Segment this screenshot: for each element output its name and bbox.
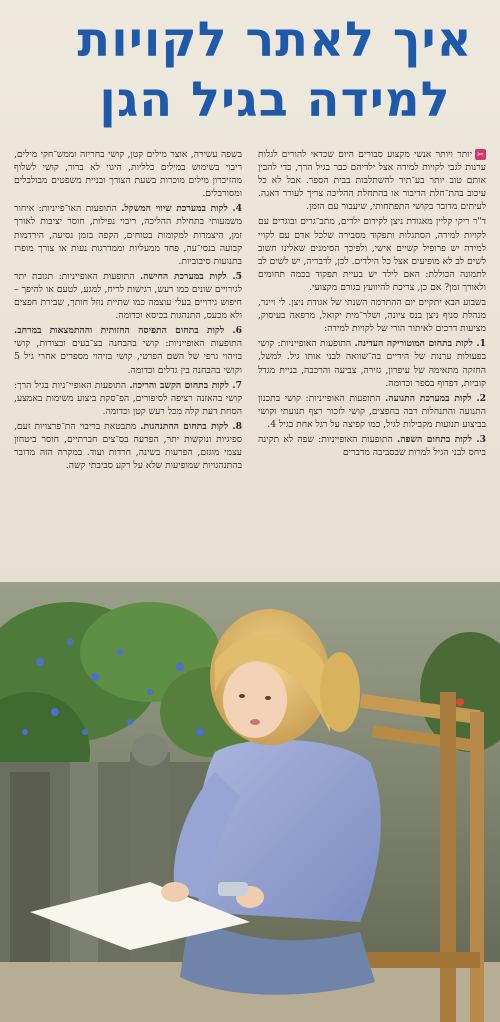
list-item: 6. לקות בתחום התפיסה החזותית וההתמצאות במרחב. התופעות האופייניות: קושי בהבחנה בצ־בעים ובצורות, קושי בזיהוי גרפי של השם הפרטי, קושי בזיהוי מספרים אחרי גיל 5 וקושי בהבחנה בין גדלים וכדומה. bbox=[14, 325, 242, 376]
paragraph: ד"ר ריקי קליין מאגודת ניצן לקידום ילדים, מתב־גרים ובוגרים עם לקויות למידה, הסתגלות ותפקוד מסבירה שלכל אדם עם לקויי למידה יש פרופיל קשיים אישי, ולפיכך הסימנים שאלינו חשוב לשים לב לא מופיעים אצל כל הילדים. לכן, לדבריה, יש לשים לב לתמונה הכוללת: האם לילד יש בעיית תפקוד בכמה תחומים ולאורך זמן? אם כן, צריכת להיוועץ בגורם מקצועי. bbox=[258, 216, 486, 293]
text-column-left bbox=[14, 148, 242, 580]
paragraph: בשבוע הבא יתקיים יום ההתרמה השנתי של אגודת ניצן. לי ויינר, מנהלת סניף ניצן בנס ציונה, ושלר־מית יקואל, מרפאה בעיסוק, מציעות דרכים לאיתור הורי של לקויות למידה: bbox=[258, 297, 486, 335]
intro-paragraph: ✂יותר ויותר אנשי מקצוע סבורים היום שכדאי להורים לגלות ערנות לגבי לקויות למידה אצל ילדיהם כבר בגיל הרך, כדי להבין אותם טוב יותר בע־תיד להשתלבות בבית הספר. אבל לא כל עיכוב בהת־חלת הדיבור או בהתחלת ההליכה צריך לעורר דאגה. לעיתים מדובר בקושי התפתחותי, שיעבור עם הזמן. bbox=[258, 149, 486, 213]
article-body bbox=[14, 148, 486, 580]
list-item: 4. לקות במערכת שיווי המשקל. התופעות האו־פייניות: איחור משמעותי בתחילת ההליכה, ריבוי נפילות, חוסר יציבות לאורך זמן, היצמדות למקומות בטוחים, הקפה בזמן נסיעה, הירדמות קבועה בנסי־עה, פחד ממעליות וממדרגות נעות או צורך מופרז בתנועות סיבוביות. bbox=[14, 203, 242, 267]
list-item: 7. לקות בתחום הקשב והריכוז. התופעות האופיי־ניות בגיל הרך: קושי בהאזנה רציפה לסיפורים, הפ־סקת ביצוע משימות באמצע, הסחת דעת קלה מכל רעש קטן וכדומה. bbox=[14, 379, 242, 417]
list-item: 3. לקות בתחום השפה. התופעות האופייניות: שפה לא תקינה ביחס לבני הגיל למרות שבסביבה מדברים bbox=[258, 433, 486, 459]
list-item: 1. לקות בתחום המוטוריקה העדינה. התופעות האופייניות: קושי בפעולות ערנות של הידיים בה־שוואה לבני אותו גיל. למשל, החזקה מתאימה של עיפרון, גזירה, צביעה והרכבה, בניית מגדל קוביות, דפדוף בספר וכדומה. bbox=[258, 338, 486, 389]
headline-line-1: איך לאתר לקויות bbox=[77, 12, 473, 68]
paragraph: בשפה עשירה, אוצר מילים קטן, קושי בחריזה וממש־חקי מילים, ריבוי בשימוש במילים כלליות, היגוי לא ברור, קושי לשלוף מהזיכרון מילים מוכרות בשעת הצורך ובניית משפטים מבולבלים ומסורבלים. bbox=[14, 149, 242, 200]
text-column-right bbox=[258, 148, 486, 580]
list-item: 5. לקות במערכת החישה. התופעות האופייניות: תגובת יתר לגירויים שונים כמו רעש, רגישות לריח, למגע, לטעם או להיפך – חיפוש גירויים בעלי עוצמה כמו שתיית נוזל חותך, שבירת חפצים ולא מכעס, התנהגות בכיסא וכדומה. bbox=[14, 270, 242, 322]
scissors-icon: ✂ bbox=[475, 149, 486, 160]
child-drawing-photo bbox=[0, 582, 500, 1022]
list-item: 8. לקות בתחום ההתנהגות. מתבטאת בריבוי הת־פרצויות זעם, ספיגיות ונוקשות יתר, הפרעה בס־צים חברתיים, חוסר ביטחון עצמי מוגזם, הפרעות בשינה, חרדות ועוד. במקרה הזה מדובר בהתנהגויות שמופיעות שלא על רקע סביבתי קשה. bbox=[14, 420, 242, 472]
article-headline bbox=[60, 10, 490, 140]
headline-line-2: למידה בגיל הגן bbox=[99, 72, 451, 128]
list-item: 2. לקות במערכת התנועה. התופעות האופייניות: קושי בתכנון התנועה והתנהלות רבה בחפצים, קושי לזכור רצף תנועתי וקושי בביצוע תנועות מקבילות לגיל, כמו קפיצה על רגל אחת בגיל 4. bbox=[258, 392, 486, 430]
